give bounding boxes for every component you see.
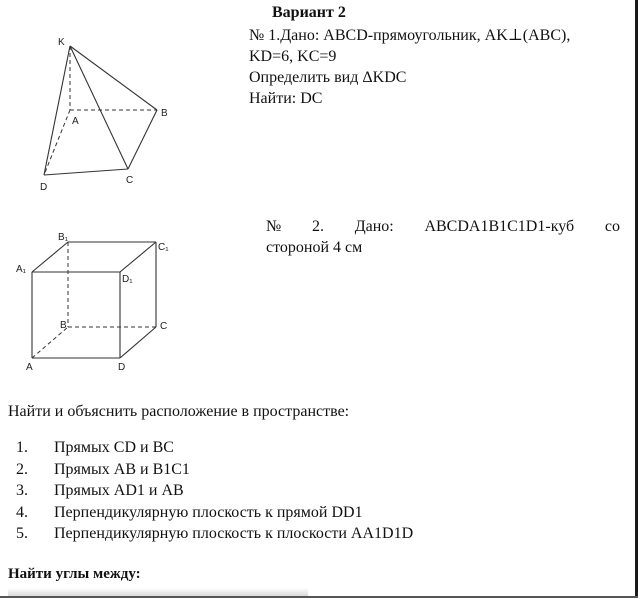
edge-kc bbox=[70, 46, 128, 169]
list-number: 2. bbox=[16, 460, 28, 478]
edge-a1b1 bbox=[32, 242, 68, 272]
edge-c1d1 bbox=[120, 242, 156, 272]
task2-word: ABCDA1B1C1D1-куб bbox=[424, 218, 575, 235]
edge-kb bbox=[70, 46, 157, 110]
task1-line: № 1.Дано: ABCD-прямоугольник, AK⊥(ABC), bbox=[249, 27, 571, 44]
list-item bbox=[16, 480, 413, 502]
cropped-next-line bbox=[8, 588, 308, 596]
list-text: Перпендикулярную плоскость к плоскости AA1D1D bbox=[54, 525, 414, 542]
list-text: Прямых CD и BC bbox=[54, 439, 174, 456]
task1-line: Найти: DC bbox=[249, 90, 323, 107]
cube-figure bbox=[12, 228, 182, 376]
section1-heading: Найти и объяснить расположение в пространстве: bbox=[8, 403, 350, 420]
label-d1: D₁ bbox=[122, 274, 133, 285]
section2-heading: Найти углы между: bbox=[8, 566, 141, 582]
label-b: B bbox=[161, 108, 168, 119]
section1-list bbox=[16, 437, 413, 545]
list-text: Прямых AB и B1C1 bbox=[54, 460, 190, 478]
variant-title: Вариант 2 bbox=[272, 4, 346, 21]
edge-cb bbox=[128, 110, 157, 169]
task2-line-1 bbox=[266, 216, 620, 237]
label-d: D bbox=[118, 362, 126, 373]
label-b1: B₁ bbox=[58, 232, 69, 243]
task2-line-2: стороной 4 см bbox=[266, 239, 363, 256]
list-text: Прямых AD1 и AB bbox=[54, 482, 184, 499]
list-item bbox=[16, 502, 413, 524]
list-item bbox=[16, 523, 413, 545]
edge-dc bbox=[44, 169, 128, 175]
edge-ad bbox=[44, 110, 70, 175]
label-c1: C₁ bbox=[158, 242, 169, 253]
label-b: B bbox=[60, 320, 67, 331]
task2-word: Дано: bbox=[354, 218, 394, 235]
label-a: A bbox=[26, 362, 33, 373]
label-c: C bbox=[126, 175, 134, 186]
list-item bbox=[16, 437, 413, 459]
task2-word: № bbox=[266, 218, 282, 235]
task1-text bbox=[249, 25, 619, 109]
list-text: Перпендикулярную плоскость к прямой DD1 bbox=[54, 503, 363, 521]
label-a1: A₁ bbox=[16, 264, 27, 275]
pyramid-figure bbox=[28, 32, 218, 197]
label-c: C bbox=[160, 321, 168, 332]
list-number: 5. bbox=[16, 525, 28, 542]
edge-kd bbox=[44, 46, 70, 175]
label-k: K bbox=[58, 37, 65, 48]
list-number: 4. bbox=[16, 503, 28, 521]
task2-text bbox=[266, 216, 620, 258]
task1-line: KD=6, KC=9 bbox=[249, 48, 337, 65]
list-number: 1. bbox=[16, 439, 28, 456]
edge-ab bbox=[32, 327, 68, 358]
edge-cd bbox=[120, 327, 156, 358]
list-number: 3. bbox=[16, 482, 28, 499]
label-d: D bbox=[40, 182, 48, 193]
label-a: A bbox=[72, 116, 79, 127]
list-item bbox=[16, 459, 413, 481]
task1-line: Определить вид ΔKDC bbox=[249, 69, 407, 86]
task2-word: со bbox=[604, 218, 620, 235]
task2-word: 2. bbox=[311, 218, 324, 235]
